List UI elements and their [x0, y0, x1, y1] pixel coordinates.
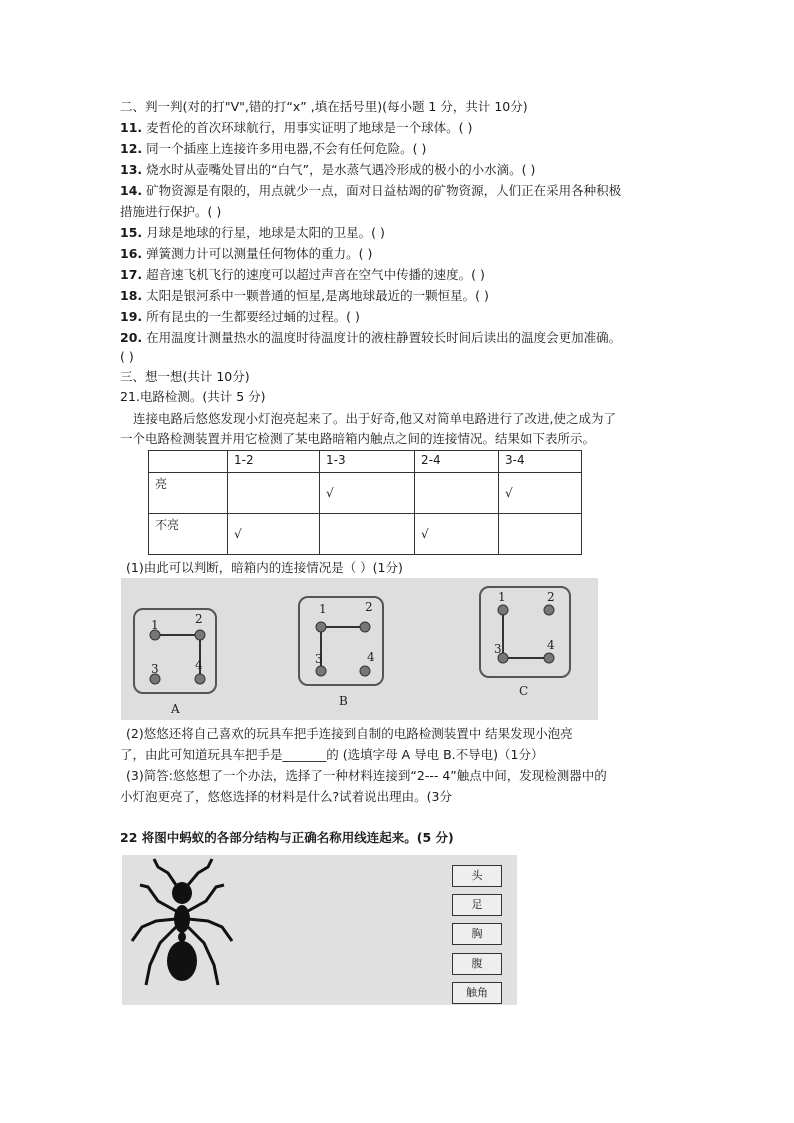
q22-title: 22 将图中蚂蚁的各部分结构与正确名称用线连起来。(5 分): [120, 830, 454, 845]
table-header-cell: [149, 451, 228, 473]
question-number: 18.: [120, 288, 143, 303]
question-number: 15.: [120, 225, 143, 240]
table-cell: [499, 514, 582, 555]
results-table: [148, 450, 582, 555]
point-label: 2: [365, 600, 373, 614]
question-text: 弹簧测力计可以测量任何物体的重力。( ): [146, 246, 373, 261]
section2-heading: 二、判一判(对的打"V",错的打“x” ,填在括号里)(每小题 1 分，共计 10分): [120, 99, 528, 114]
point-label: 1: [498, 590, 506, 604]
box-a-label: A: [171, 702, 180, 716]
question-16: [120, 245, 372, 263]
question-20-continued: ( ): [120, 349, 134, 364]
point-label: 2: [547, 590, 555, 604]
question-number: 19.: [120, 309, 143, 324]
q21-sub1: (1)由此可以判断，暗箱内的连接情况是（ ）(1分): [126, 560, 403, 575]
question-19: [120, 308, 360, 326]
question-text: 在用温度计测量热水的温度时待温度计的液柱静置较长时间后读出的温度会更加准确。: [146, 330, 622, 345]
point-label: 4: [367, 650, 375, 664]
table-header-cell: 1-2: [228, 451, 320, 473]
table-header-row: [149, 451, 582, 473]
question-15: [120, 224, 385, 242]
question-text: 烧水时从壶嘴处冒出的“白气”，是水蒸气遇冷形成的极小的小水滴。( ): [146, 162, 536, 177]
question-20: [120, 329, 621, 347]
table-row: [149, 473, 582, 514]
question-number: 12.: [120, 141, 143, 156]
point-label: 3: [315, 652, 323, 666]
question-14: [120, 182, 621, 200]
question-text: 超音速飞机飞行的速度可以超过声音在空气中传播的速度。( ): [146, 267, 485, 282]
question-text: 矿物资源是有限的，用点就少一点，面对日益枯竭的矿物资源，人们正在采用各种积极: [146, 183, 622, 198]
point-label: 1: [151, 618, 159, 632]
question-number: 20.: [120, 330, 143, 345]
box-b-label: B: [339, 694, 348, 708]
question-text: 麦哲伦的首次环球航行，用事实证明了地球是一个球体。( ): [146, 120, 473, 135]
name-box-head[interactable]: 头: [452, 865, 502, 887]
question-17: [120, 266, 485, 284]
circuit-box-diagram: [121, 578, 598, 720]
question-number: 14.: [120, 183, 143, 198]
question-text: 同一个插座上连接许多用电器,不会有任何危险。( ): [146, 141, 427, 156]
check-cell: √: [415, 514, 499, 555]
question-text: 太阳是银河系中一颗普通的恒星,是离地球最近的一颗恒星。( ): [146, 288, 489, 303]
name-box-abdomen[interactable]: 腹: [452, 953, 502, 975]
q21-sub3-line1: (3)简答:悠悠想了一个办法，选择了一种材料连接到“2--- 4”触点中间，发现检测器中的: [126, 768, 607, 783]
ant-illustration: [128, 857, 238, 1003]
question-number: 13.: [120, 162, 143, 177]
q21-intro-line1: 连接电路后悠悠发现小灯泡亮起来了。出于好奇,他又对简单电路进行了改进,使之成为了: [133, 411, 616, 426]
box-a-wiring: [133, 608, 217, 694]
table-cell: [415, 473, 499, 514]
q21-sub2-line2: 了，由此可知道玩具车把手是_______的 (选填字母 A 导电 B.不导电)（1分）: [120, 747, 544, 762]
row-label: 不亮: [149, 514, 228, 555]
question-text: 所有昆虫的一生都要经过蛹的过程。( ): [146, 309, 360, 324]
section3-heading: 三、想一想(共计 10分): [120, 369, 250, 384]
question-number: 17.: [120, 267, 143, 282]
question-number: 11.: [120, 120, 143, 135]
point-label: 4: [547, 638, 555, 652]
table-header-cell: 3-4: [499, 451, 582, 473]
q21-intro-line2: 一个电路检测装置并用它检测了某电路暗箱内触点之间的连接情况。结果如下表所示。: [120, 431, 596, 446]
box-c-wiring: [479, 586, 571, 678]
question-number: 16.: [120, 246, 143, 261]
point-label: 2: [195, 612, 203, 626]
table-header-cell: 1-3: [320, 451, 415, 473]
name-box-antennae[interactable]: 触角: [452, 982, 502, 1004]
question-18: [120, 287, 489, 305]
name-box-legs[interactable]: 足: [452, 894, 502, 916]
table-cell: [320, 514, 415, 555]
point-label: 1: [319, 602, 327, 616]
row-label: 亮: [149, 473, 228, 514]
question-text: 月球是地球的行星，地球是太阳的卫星。( ): [146, 225, 385, 240]
check-cell: √: [499, 473, 582, 514]
name-box-thorax[interactable]: 胸: [452, 923, 502, 945]
question-13: [120, 161, 535, 179]
point-label: 3: [151, 662, 159, 676]
q21-title: 21.电路检测。(共计 5 分): [120, 389, 266, 404]
check-cell: √: [228, 514, 320, 555]
check-cell: √: [320, 473, 415, 514]
table-cell: [228, 473, 320, 514]
table-header-cell: 2-4: [415, 451, 499, 473]
question-14-continued: 措施进行保护。( ): [120, 204, 222, 219]
point-label: 4: [195, 658, 203, 672]
question-12: [120, 140, 426, 158]
point-label: 3: [494, 642, 502, 656]
table-row: [149, 514, 582, 555]
q21-sub3-line2: 小灯泡更亮了，悠悠选择的材料是什么?试着说出理由。(3分: [120, 789, 452, 804]
q21-sub2-line1: (2)悠悠还将自己喜欢的玩具车把手连接到自制的电路检测装置中 结果发现小泡亮: [126, 726, 573, 741]
question-11: [120, 119, 472, 137]
box-c-label: C: [519, 684, 529, 698]
